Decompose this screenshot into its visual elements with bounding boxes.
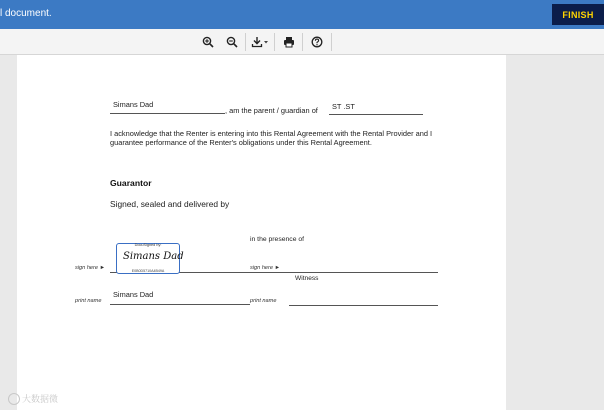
parent-name-underline: [110, 113, 225, 114]
print-button[interactable]: [281, 32, 297, 52]
signature-code: E0B0D5710A4B49A: [131, 269, 165, 273]
help-icon: [311, 36, 323, 48]
witness-print-name-label: print name: [250, 298, 277, 304]
printer-icon: [283, 36, 295, 48]
watermark-text: 大数据微: [22, 394, 59, 404]
witness-sign-here-label: sign here ►: [250, 265, 281, 271]
zoom-in-icon: [202, 36, 214, 48]
printed-name-field[interactable]: Simans Dad: [113, 290, 154, 299]
download-icon: [251, 36, 269, 48]
help-button[interactable]: [309, 32, 325, 52]
guarantor-print-line: [110, 304, 250, 305]
witness-print-line: [289, 305, 438, 306]
zoom-out-button[interactable]: [224, 32, 240, 52]
signed-text: Signed, sealed and delivered by: [110, 199, 230, 209]
finish-button[interactable]: FINISH: [552, 4, 604, 25]
zoom-in-button[interactable]: [200, 32, 216, 52]
toolbar-separator: [331, 33, 332, 51]
header-message: l document.: [0, 8, 52, 19]
toolbar-separator: [245, 33, 246, 51]
print-name-label: print name: [75, 298, 102, 304]
document-toolbar: [0, 29, 604, 55]
presence-text: in the presence of: [250, 236, 305, 243]
parent-phrase: , am the parent / guardian of: [225, 106, 318, 115]
watermark: [8, 392, 58, 405]
witness-label: Witness: [295, 275, 319, 282]
parent-name-field[interactable]: Simans Dad: [113, 100, 154, 109]
top-bar: [0, 0, 604, 29]
docusign-signature[interactable]: [116, 243, 184, 274]
docusign-header: DocuSigned by:: [134, 243, 162, 247]
acknowledgement-paragraph: I acknowledge that the Renter is entering into this Rental Agreement with the Rental Provider and I guarantee performance of the Renter's obligations under this Rental Agreement.: [110, 129, 433, 148]
guarantor-heading: Guarantor: [110, 178, 152, 188]
sign-here-label: sign here ►: [75, 265, 106, 271]
zoom-out-icon: [226, 36, 238, 48]
toolbar-separator: [274, 33, 275, 51]
document-page: [17, 55, 506, 410]
signature-name: Simans Dad: [123, 251, 184, 262]
watermark-logo-icon: [8, 393, 20, 405]
toolbar-separator: [302, 33, 303, 51]
witness-signature-line: [250, 272, 438, 273]
download-button[interactable]: [250, 32, 270, 52]
child-name-field[interactable]: ST .ST: [332, 102, 355, 111]
child-name-underline: [329, 114, 423, 115]
